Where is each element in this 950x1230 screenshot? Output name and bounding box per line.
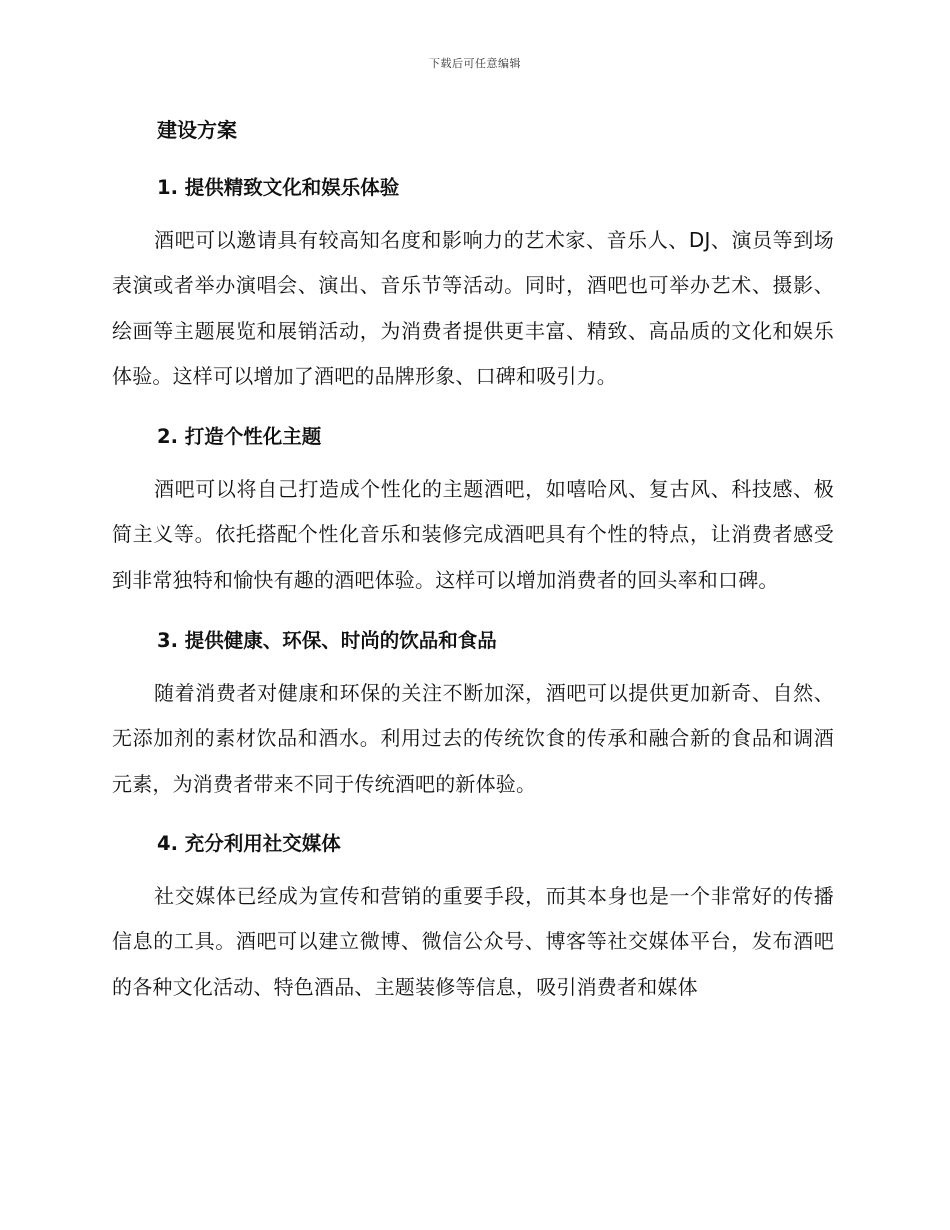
section-heading: 1. 提供精致文化和娱乐体验 — [157, 176, 400, 199]
section-paragraph: 酒吧可以将自己打造成个性化的主题酒吧，如嘻哈风、复古风、科技感、极简主义等。依托搭配个性化音乐和装修完成酒吧具有个性的特点，让消费者感受到非常独特和愉快有趣的酒吧体验。这样可以增加消费者的回头率和口碑。 — [112, 477, 834, 592]
section-paragraph: 随着消费者对健康和环保的关注不断加深，酒吧可以提供更加新奇、自然、无添加剂的素材饮品和酒水。利用过去的传统饮食的传承和融合新的食品和调酒元素，为消费者带来不同于传统酒吧的新体验。 — [112, 681, 834, 796]
section-1 — [112, 168, 834, 399]
section-paragraph: 社交媒体已经成为宣传和营销的重要手段，而其本身也是一个非常好的传播信息的工具。酒吧可以建立微博、微信公众号、博客等社交媒体平台，发布酒吧的各种文化活动、特色酒品、主题装修等信息，吸引消费者和媒体 — [112, 883, 834, 999]
section-heading: 4. 充分利用社交媒体 — [157, 831, 341, 855]
section-3 — [112, 621, 834, 807]
section-paragraph: 酒吧可以邀请具有较高知名度和影响力的艺术家、音乐人、DJ、演员等到场表演或者举办演唱会、演出、音乐节等活动。同时，酒吧也可举办艺术、摄影、绘画等主题展览和展销活动，为消费者提供更丰富、精致、高品质的文化和娱乐体验。这样可以增加了酒吧的品牌形象、口碑和吸引力。 — [112, 228, 834, 388]
section-2 — [112, 417, 834, 603]
section-heading: 2. 打造个性化主题 — [157, 425, 322, 449]
section-heading: 3. 提供健康、环保、时尚的饮品和食品 — [157, 629, 497, 653]
section-4 — [112, 824, 834, 1010]
document-title: 建设方案 — [157, 118, 237, 142]
document-body — [112, 110, 834, 1010]
header-note: 下载后可任意编辑 — [429, 57, 521, 70]
